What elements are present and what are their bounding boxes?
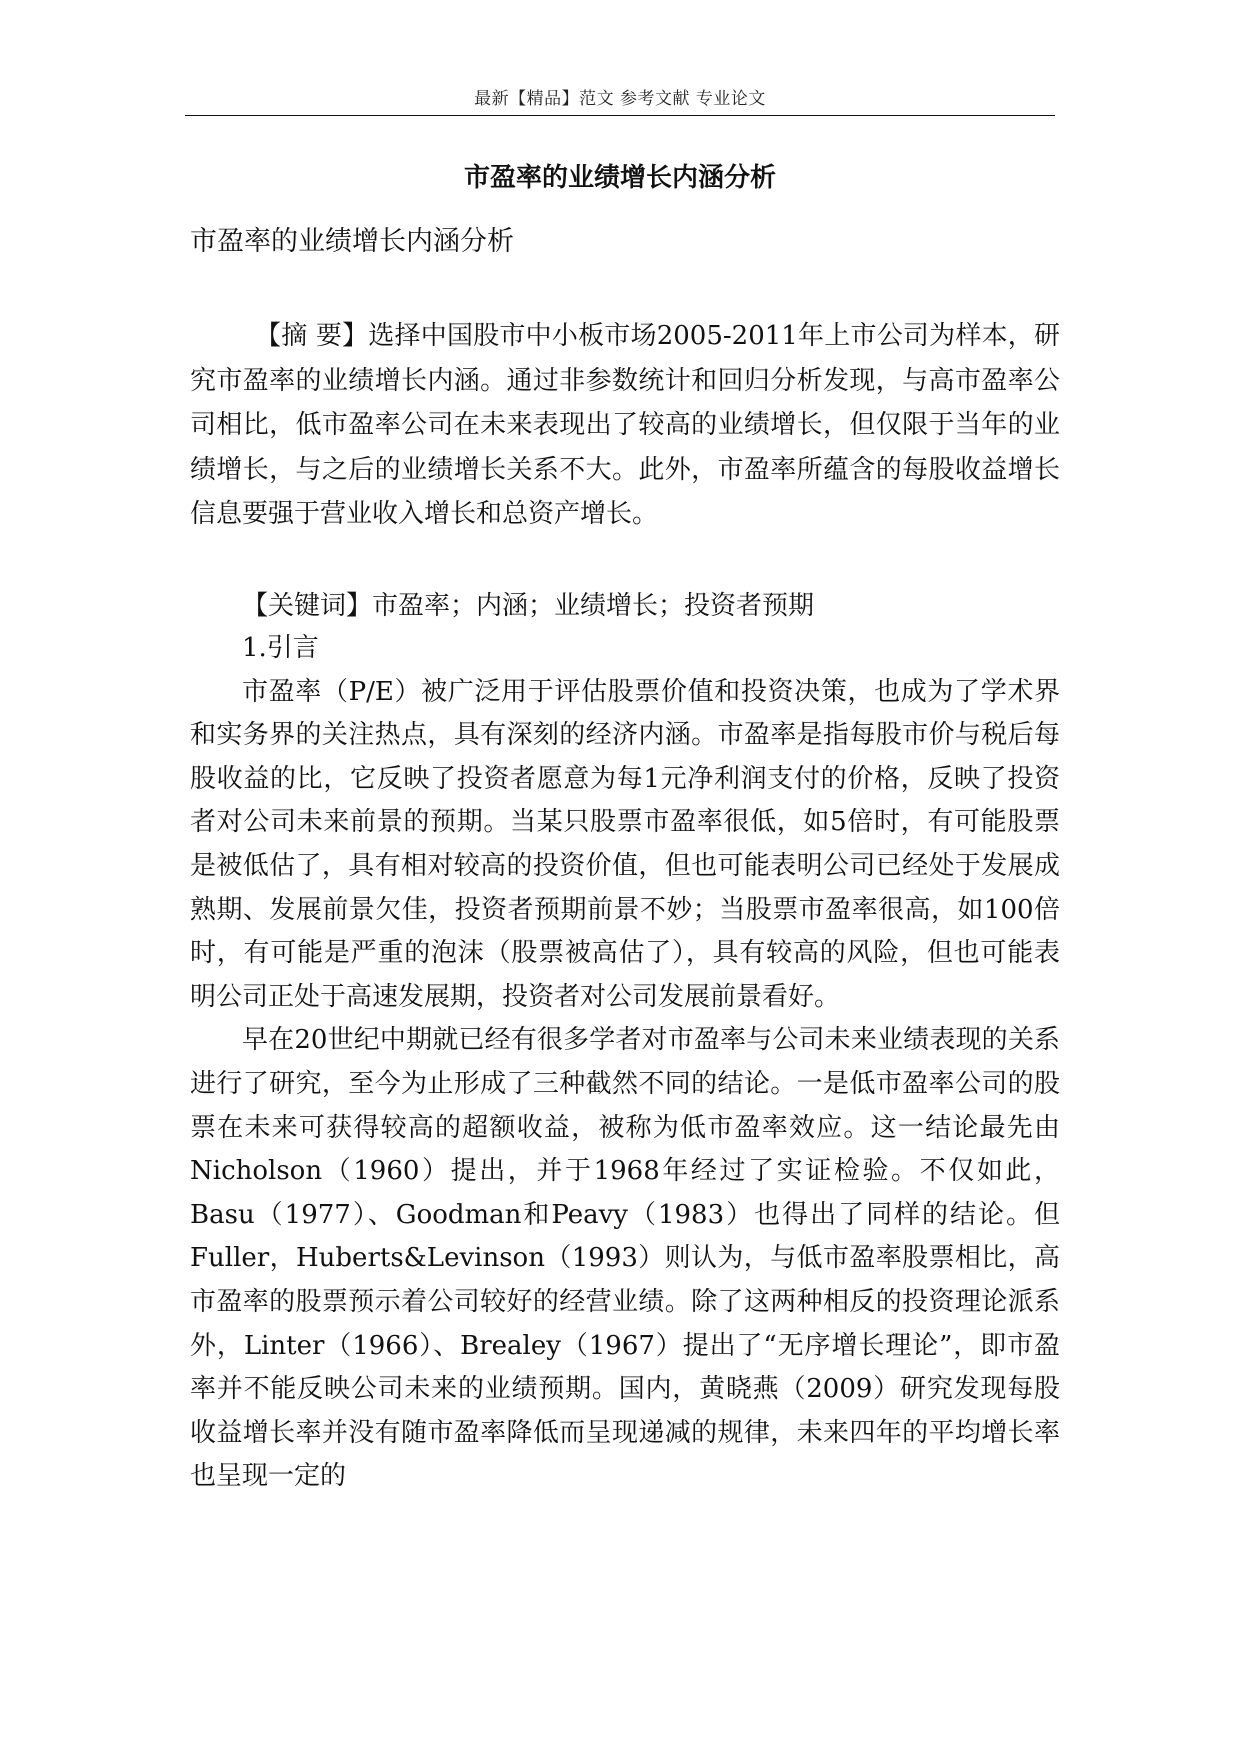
body-paragraph: 早在20世纪中期就已经有很多学者对市盈率与公司未来业绩表现的关系进行了研究，至今为止形成了三种截然不同的结论。一是低市盈率公司的股票在未来可获得较高的超额收益，被称为低市盈率效应。这一结论最先由Nicholson（1960）提出，并于1968年经过了实证检验。不仅如此，Basu（1977）、Goodman和Peavy（1983）也得出了同样的结论。但Fuller，Huberts&Levinson（1993）则认为，与低市盈率股票相比，高市盈率的股票预示着公司较好的经营业绩。除了这两种相反的投资理论派系外，Linter（1966）、Brealey（1967）提出了“无序增长理论”，即市盈率并不能反映公司未来的业绩预期。国内，黄晓燕（2009）研究发现每股收益增长率并没有随市盈率降低而呈现递减的规律，未来四年的平均增长率也呈现一定的	[190, 1025, 1060, 1492]
abstract-paragraph: 【摘 要】选择中国股市中小板市场2005-2011年上市公司为样本，研究市盈率的业绩增长内涵。通过非参数统计和回归分析发现，与高市盈率公司相比，低市盈率公司在未来表现出了较高的业绩增长，但仅限于当年的业绩增长，与之后的业绩增长关系不大。此外，市盈率所蕴含的每股收益增长信息要强于营业收入增长和总资产增长。	[190, 321, 1060, 530]
document-subtitle: 市盈率的业绩增长内涵分析	[190, 226, 514, 257]
header-rule	[185, 115, 1055, 116]
keywords-section	[190, 585, 1060, 629]
main-body	[190, 627, 1060, 1499]
running-header: 最新【精品】范文 参考文献 专业论文	[474, 89, 766, 109]
section-heading: 1.引言	[242, 633, 319, 663]
abstract-section	[190, 314, 1060, 537]
body-paragraph: 市盈率（P/E）被广泛用于评估股票价值和投资决策，也成为了学术界和实务界的关注热点，具有深刻的经济内涵。市盈率是指每股市价与税后每股收益的比，它反映了投资者愿意为每1元净利润支付的价格，反映了投资者对公司未来前景的预期。当某只股票市盈率很低，如5倍时，有可能股票是被低估了，具有相对较高的投资价值，但也可能表明公司已经处于发展成熟期、发展前景欠佳，投资者预期前景不妙；当股票市盈率很高，如100倍时，有可能是严重的泡沫（股票被高估了），具有较高的风险，但也可能表明公司正处于高速发展期，投资者对公司发展前景看好。	[190, 676, 1060, 1012]
document-title: 市盈率的业绩增长内涵分析	[463, 163, 776, 193]
keywords-paragraph: 【关键词】市盈率；内涵；业绩增长；投资者预期	[242, 591, 815, 621]
